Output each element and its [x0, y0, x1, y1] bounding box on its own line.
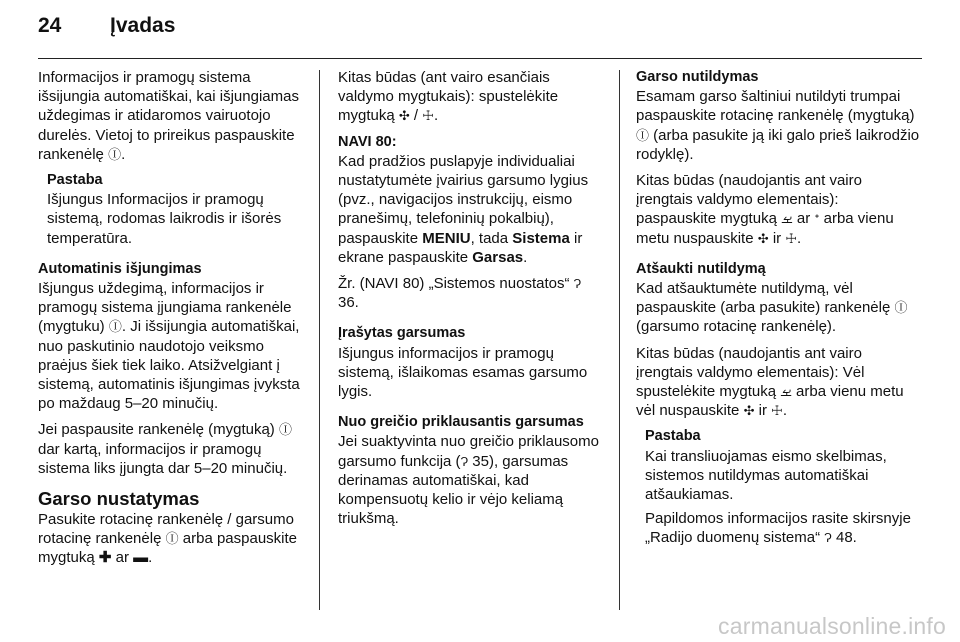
paragraph: Informacijos ir pramogų sistema išsijungia automatiškai, kai išjungiamas uždegimas ir atidaromos vairuotojo durelės. Vietoj to prireikus paspauskite rankenėlę Ⓘ.: [38, 69, 299, 163]
arrow-reference-icon: Ɂ: [824, 530, 832, 546]
paragraph: Žr. (NAVI 80) „Sistemos nuostatos“ Ɂ 36.: [338, 275, 582, 312]
power-icon: Ⓘ: [108, 146, 122, 162]
note-text: Išjungus Informacijos ir pramogų sistemą, rodomas laikrodis ir išorės temperatūra.: [47, 191, 282, 247]
power-icon: Ⓘ: [278, 422, 292, 438]
mute-icon: ࡁ: [781, 211, 793, 227]
header-rule: [38, 58, 922, 59]
power-icon: Ⓘ: [165, 531, 179, 547]
power-icon: Ⓘ: [108, 319, 122, 335]
page-number: 24: [38, 14, 62, 37]
column-divider: [319, 70, 320, 610]
heading-saved-volume: Įrašytas garsumas: [338, 325, 466, 342]
navi-label: NAVI 80:: [338, 133, 397, 150]
paragraph: Jei suaktyvinta nuo greičio priklausomo garsumo funkcija (Ɂ 35), garsumas derinamas automatiškai, kad kompensuotų kelio ir vėjo keliamą triukšmą.: [338, 433, 599, 528]
page-header: [38, 14, 175, 38]
paragraph: Kad atšauktumėte nutildymą, vėl paspauskite (arba pasukite) rankenėlę Ⓘ (garsumo rotacinę rankenėlę).: [636, 280, 908, 336]
mute-alt-icon: ᕀ: [814, 211, 820, 227]
minus-icon: ▬: [133, 549, 149, 567]
sistema-term: Sistema: [512, 229, 570, 247]
paragraph: Pasukite rotacinę rankenėlę / garsumo rotacinę rankenėlę Ⓘ arba paspauskite mygtuką ✚ ar ▬.: [38, 511, 298, 567]
paragraph: Esamam garso šaltiniui nutildyti trumpai paspauskite rotacinę rankenėlę (mygtuką) Ⓘ (arba pasukite ją iki galo prieš laikrodžio rodyklę).: [636, 88, 920, 163]
seek-right-icon: ✣: [743, 403, 755, 419]
column-3: [636, 68, 922, 560]
seek-right-icon: ✣: [398, 108, 410, 124]
paragraph: Kitas būdas (naudojantis ant vairo įrengtais valdymo elementais): paspauskite mygtuką ࡁ ar ᕀ arba vienu metu nuspauskite ✣ ir ☩.: [636, 172, 894, 247]
power-icon: Ⓘ: [636, 127, 650, 143]
mute-icon: ࡁ: [780, 384, 792, 400]
column-2: [338, 68, 604, 535]
paragraph: Kitas būdas (ant vairo esančiais valdymo mygtukais): spustelėkite mygtuką ✣ / ☩.: [338, 69, 559, 125]
arrow-reference-icon: Ɂ: [460, 453, 469, 469]
note-text: Kai transliuojamas eismo skelbimas, sistemos nutildymas automatiškai atšaukiamas.: [645, 447, 887, 504]
column-divider: [619, 70, 620, 610]
note-box: [636, 427, 922, 547]
paragraph: Išjungus informacijos ir pramogų sistemą, išlaikomas esamas garsumo lygis.: [338, 344, 588, 401]
heading-speed-volume: Nuo greičio priklausantis garsumas: [338, 414, 584, 431]
chapter-title: Įvadas: [110, 14, 176, 37]
note-title: Pastaba: [645, 428, 701, 445]
seek-left-icon: ☩: [422, 108, 434, 124]
paragraph: Kitas būdas (naudojantis ant vairo įrengtais valdymo elementais): Vėl spustelėkite mygtuką ࡁ arba vienu metu vėl nuspauskite ✣ ir ☩.: [636, 344, 904, 420]
heading-unmute: Atšaukti nutildymą: [636, 260, 766, 277]
power-icon: Ⓘ: [894, 300, 908, 316]
arrow-reference-icon: Ɂ: [573, 276, 582, 292]
garsas-term: Garsas: [472, 248, 524, 266]
note-title: Pastaba: [47, 172, 103, 189]
heading-auto-off: Automatinis išjungimas: [38, 260, 202, 277]
paragraph: Kad pradžios puslapyje individualiai nustatytumėte įvairius garsumo lygius (pvz., navigacijos instrukcijų, eismo pranešimų, telefoninių pokalbių), paspauskite MENIU, tada Sistema ir ekrane paspauskite Garsas.: [338, 152, 589, 266]
watermark: carmanualsonline.info: [718, 613, 946, 639]
paragraph: Jei paspausite rankenėlę (mygtuką) Ⓘ dar kartą, informacijos ir pramogų sistema liks įjungta dar 5–20 minučių.: [38, 421, 292, 477]
note-box: [38, 171, 304, 248]
seek-left-icon: ☩: [785, 230, 797, 246]
section-heading-volume: Garso nustatymas: [38, 488, 200, 510]
note-text: Papildomos informacijos rasite skirsnyje „Radijo duomenų sistema“ Ɂ 48.: [645, 510, 911, 547]
heading-mute: Garso nutildymas: [636, 69, 759, 85]
plus-icon: ✚: [98, 549, 112, 567]
paragraph: Išjungus uždegimą, informacijos ir pramogų sistema įjungiama rankenėle (mygtuku) Ⓘ. Ji išsijungia automatiškai, nuo paskutinio naudotojo veiksmo praėjus šiek tiek laiko. Atsižvelgiant į sistemą, automatinis išjungimas įvyksta po maždaug 5–20 minučių.: [38, 280, 300, 413]
seek-right-icon: ✣: [757, 230, 769, 246]
menu-term: MENIU: [422, 229, 471, 247]
column-1: [38, 68, 304, 575]
seek-left-icon: ☩: [771, 403, 783, 419]
